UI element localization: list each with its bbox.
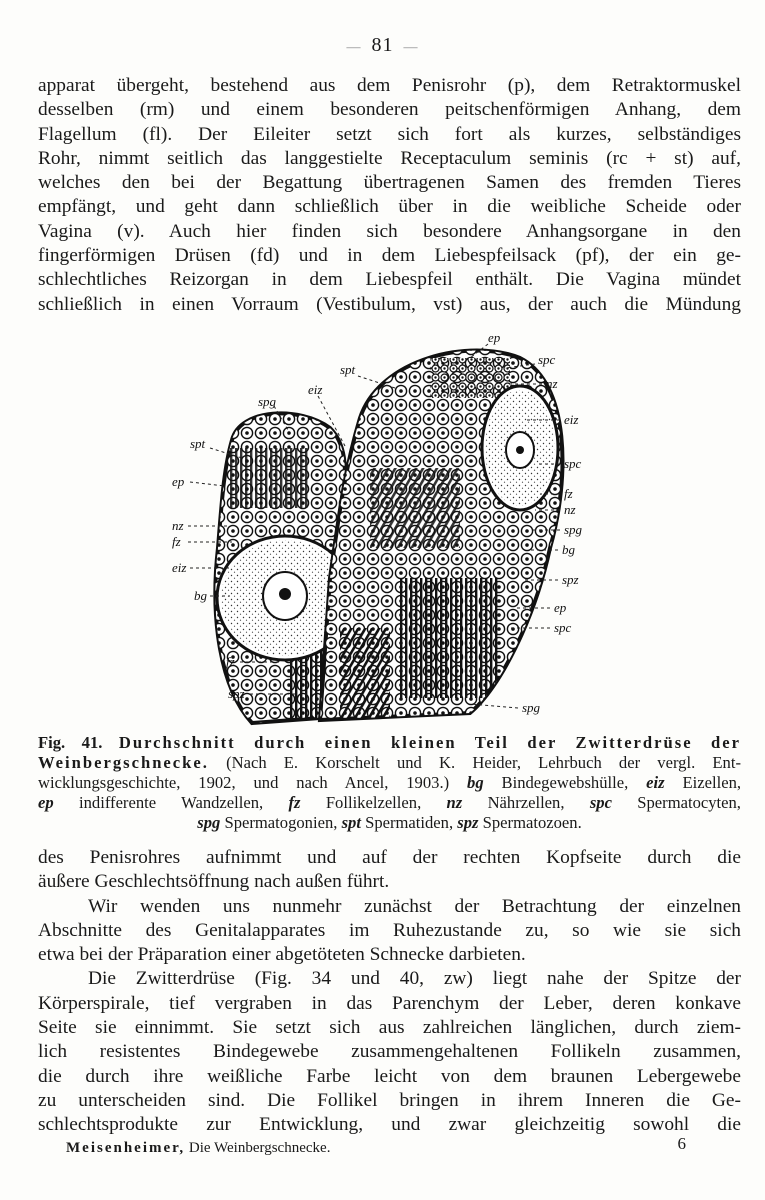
label-bg-left: bg <box>194 588 207 603</box>
caption-abbr: spc <box>589 793 612 812</box>
footer-sheet-number: 6 <box>677 1134 686 1153</box>
caption-fig-number: Fig. 41. <box>38 733 103 752</box>
label-nz-right: nz <box>564 502 576 517</box>
text-line: die durch ihre weißliche Farbe leicht von dem braunen Lebergewebe <box>38 1065 741 1087</box>
figure-caption <box>38 733 741 833</box>
label-spg-left: spg <box>258 394 277 409</box>
text-line: Abschnitte des Genitalapparates im Ruhezustande zu, so wie sie sich <box>38 919 741 941</box>
right-follicle <box>320 338 580 728</box>
label-ep-left: ep <box>172 474 185 489</box>
caption-def: Spermatiden, <box>365 813 454 832</box>
caption-def: Nährzellen, <box>487 793 565 812</box>
text-line: apparat übergeht, bestehend aus dem Penisrohr (p), dem Retraktormuskel <box>38 75 741 96</box>
caption-abbr: spz <box>457 813 479 832</box>
label-spg-right: spg <box>564 522 583 537</box>
caption-line-3 <box>38 773 741 793</box>
label-fz-right: fz <box>564 486 573 501</box>
label-spz-bottom: spz <box>228 686 245 701</box>
caption-abbr: spg <box>197 813 221 832</box>
label-spt-top: spt <box>340 362 356 377</box>
label-spc-right2: spc <box>554 620 572 635</box>
caption-def: indifferente Wandzellen, <box>79 793 264 812</box>
label-bg-right: bg <box>562 542 575 557</box>
label-spg-bottom: spg <box>522 700 541 715</box>
caption-line-1 <box>38 733 741 753</box>
text-line: Flagellum (fl). Der Eileiter setzt sich fort als kurzes, selbständiges <box>38 123 741 145</box>
text-line: empfängt, und geht dann schließlich über in die weibliche Scheide oder <box>38 196 741 218</box>
caption-def: Bindegewebshülle, <box>501 773 629 792</box>
caption-line-4 <box>38 793 741 813</box>
label-fz-bottom: fz <box>226 654 235 669</box>
footer-title: Die Weinbergschnecke. <box>188 1140 331 1156</box>
caption-source-a: (Nach E. Korschelt und K. Heider, Lehrbuch der vergl. Ent- <box>226 753 741 772</box>
label-eiz-right: eiz <box>564 412 579 427</box>
text-line: des Penisrohres aufnimmt und auf der rechten Kopfseite durch die <box>38 847 741 868</box>
text-line: desselben (rm) und einem besonderen peitschenförmigen Anhang, dem <box>38 99 741 121</box>
text-line: zu unterscheiden sind. Die Follikel bringen in ihrem Inneren die Ge- <box>38 1089 741 1111</box>
caption-title-b: Weinbergschnecke. <box>38 753 209 772</box>
caption-abbr: ep <box>38 793 54 812</box>
page-number-text: 81 <box>371 34 394 56</box>
label-spz-right: spz <box>562 572 579 587</box>
text-line: lich resistentes Bindegewebe zusammengehaltenen Follikeln zusammen, <box>38 1041 741 1063</box>
text-line: Vagina (v). Auch hier finden sich besondere Anhangsorgane in den <box>38 220 741 242</box>
dash-right: — <box>403 40 419 55</box>
text-line: Die Zwitterdrüse (Fig. 34 und 40, zw) liegt nahe der Spitze der <box>88 968 741 990</box>
caption-title-a: Durchschnitt durch einen kleinen Teil der Zwitterdrüse der <box>118 733 741 752</box>
dash-left: — <box>346 40 362 55</box>
page-number <box>0 34 765 57</box>
text-line: Seite sie einnimmt. Sie setzt sich aus zahlreichen länglichen, durch ziem- <box>38 1017 741 1039</box>
text-line: Wir wenden uns nunmehr zunächst der Betrachtung der einzelnen <box>88 895 741 917</box>
label-nz-top: nz <box>546 376 558 391</box>
text-line: äußere Geschlechtsöffnung nach außen führt. <box>38 871 390 893</box>
caption-abbr: eiz <box>646 773 665 792</box>
text-line: schlechtliches Reizorgan in dem Liebespfeil enthält. Die Vagina mündet <box>38 269 741 291</box>
caption-def: Spermatocyten, <box>637 793 741 812</box>
text-line: fingerförmigen Drüsen (fd) und in dem Liebespfeilsack (pf), der ein ge- <box>38 245 741 267</box>
caption-def: Follikelzellen, <box>325 793 422 812</box>
label-eiz-mid: eiz <box>308 382 323 397</box>
label-nz-left: nz <box>172 518 184 533</box>
figure-hermaphrodite-gland-section <box>170 328 610 728</box>
text-line: schließlich in einen Vorraum (Vestibulum, vst) aus, der auch die Mündung <box>38 293 741 315</box>
caption-line-2 <box>38 753 741 773</box>
caption-abbr: bg <box>467 773 484 792</box>
caption-def: Eizellen, <box>682 773 742 792</box>
text-line: welches den bei der Begattung übertragenen Samen des fremden Tieres <box>38 172 741 194</box>
caption-source-b: wicklungsgeschichte, 1902, und nach Ancel, 1903.) <box>38 773 450 792</box>
text-line: schlechtsprodukte zur Entwicklung, und zwar gleichzeitig sowohl die <box>38 1114 741 1136</box>
caption-line-5 <box>38 813 741 833</box>
label-spt-left: spt <box>190 436 206 451</box>
label-ep-top: ep <box>488 330 501 345</box>
label-spc-right: spc <box>564 456 582 471</box>
text-line: Körperspirale, tief vergraben in das Parenchym der Leber, deren konkave <box>38 992 741 1014</box>
paragraph-bottom <box>38 846 741 1138</box>
label-eiz-left: eiz <box>172 560 187 575</box>
caption-abbr: spt <box>341 813 361 832</box>
caption-abbr: fz <box>288 793 301 812</box>
caption-def: Spermatogonien, <box>224 813 338 832</box>
page-footer <box>66 1134 686 1157</box>
label-ep-right: ep <box>554 600 567 615</box>
footer-author: Meisenheimer, <box>66 1140 186 1156</box>
text-line: etwa bei der Präparation einer abgetöteten Schnecke darbieten. <box>38 944 526 966</box>
text-line: Rohr, nimmt seitlich das langgestielte Receptaculum seminis (rc + st) auf, <box>38 147 741 169</box>
caption-abbr: nz <box>446 793 463 812</box>
label-spc-top: spc <box>538 352 556 367</box>
paragraph-top <box>38 74 741 317</box>
caption-def: Spermatozoen. <box>482 813 582 832</box>
label-fz-left: fz <box>172 534 181 549</box>
